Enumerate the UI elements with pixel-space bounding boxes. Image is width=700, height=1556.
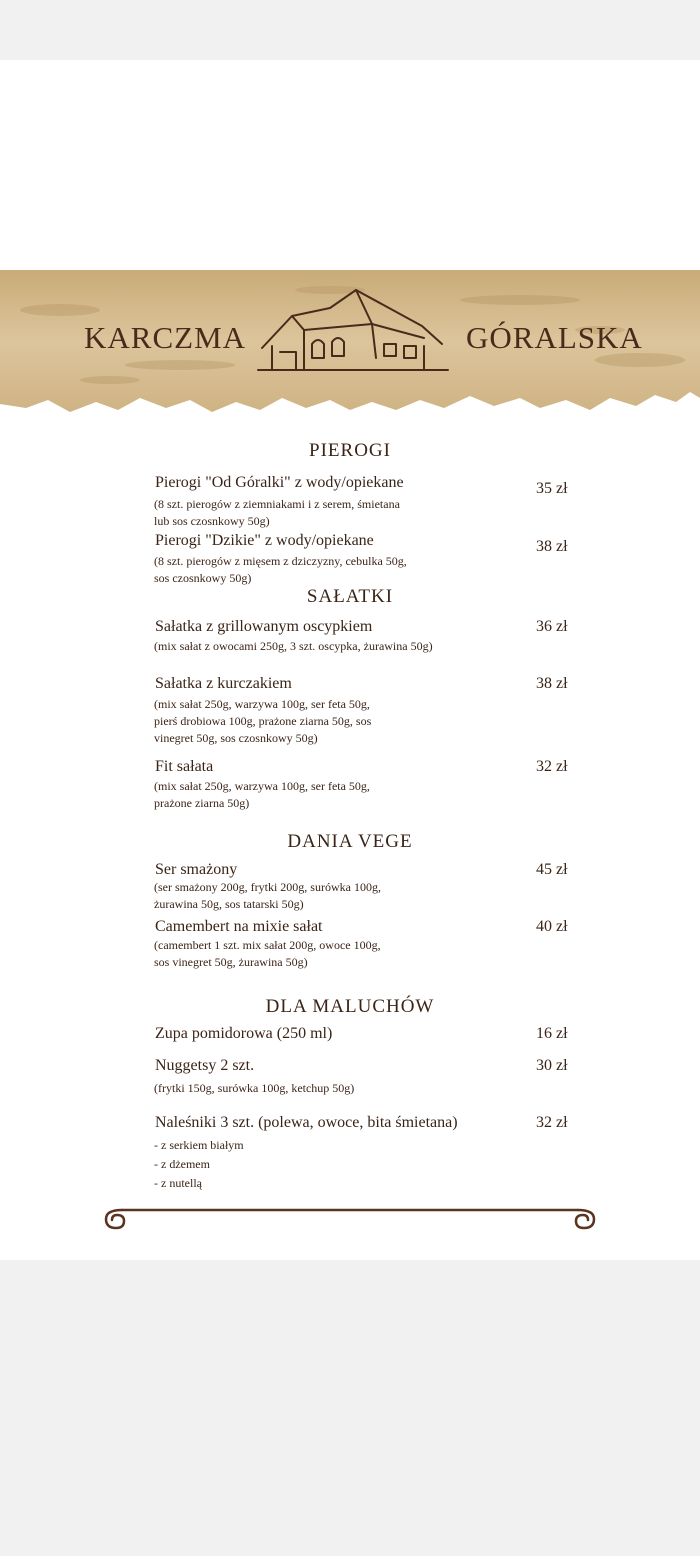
menu-page <box>0 60 700 1260</box>
menu-item-name: Naleśniki 3 szt. (polewa, owoce, bita śmietana) <box>155 1114 458 1131</box>
section-title-pierogi: PIEROGI <box>309 440 391 461</box>
menu-item-price: 40 zł <box>536 918 568 935</box>
menu-item-description: (mix sałat 250g, warzywa 100g, ser feta 50g, prażone ziarna 50g) <box>154 779 370 810</box>
menu-item-description: (8 szt. pierogów z mięsem z dziczyzny, cebulka 50g, sos czosnkowy 50g) <box>154 554 407 585</box>
menu-item-name: Pierogi "Dzikie" z wody/opiekane <box>155 532 374 549</box>
menu-item-description: (mix sałat z owocami 250g, 3 szt. oscypka, żurawina 50g) <box>154 639 433 653</box>
menu-item-name: Ser smażony <box>155 861 238 878</box>
section-title-dania-vege: DANIA VEGE <box>287 831 413 852</box>
menu-item-price: 32 zł <box>536 1114 568 1131</box>
menu-item-description: (camembert 1 szt. mix sałat 200g, owoce 100g, sos vinegret 50g, żurawina 50g) <box>154 938 381 969</box>
menu-item-name: Camembert na mixie sałat <box>155 918 323 935</box>
scroll-divider-icon <box>100 1202 600 1232</box>
menu-item-name: Pierogi "Od Góralki" z wody/opiekane <box>155 474 404 491</box>
menu-item-price: 45 zł <box>536 861 568 878</box>
menu-item-price: 16 zł <box>536 1025 568 1042</box>
menu-item-description: (ser smażony 200g, frytki 200g, surówka 100g, żurawina 50g, sos tatarski 50g) <box>154 880 381 911</box>
menu-item-name: Sałatka z kurczakiem <box>155 675 292 692</box>
menu-item-price: 38 zł <box>536 538 568 555</box>
menu-item-description: (mix sałat 250g, warzywa 100g, ser feta 50g, pierś drobiowa 100g, prażone ziarna 50g, sos vinegret 50g, sos czosnkowy 50g) <box>154 697 372 745</box>
menu-item-price: 30 zł <box>536 1057 568 1074</box>
menu-item-name: Nuggetsy 2 szt. <box>155 1057 255 1074</box>
brand-name-left: KARCZMA <box>84 320 247 355</box>
section-title-dla-maluchow: DLA MALUCHÓW <box>265 996 435 1017</box>
menu-item-name: Sałatka z grillowanym oscypkiem <box>155 618 373 635</box>
cottage-logo-icon <box>252 286 452 376</box>
menu-item-price: 35 zł <box>536 480 568 497</box>
menu-item-name: Zupa pomidorowa (250 ml) <box>155 1025 333 1042</box>
menu-item-name: Fit sałata <box>155 758 214 775</box>
menu-item-price: 36 zł <box>536 618 568 635</box>
menu-item-description: (frytki 150g, surówka 100g, ketchup 50g) <box>154 1081 355 1095</box>
menu-item-description: (8 szt. pierogów z ziemniakami i z serem, śmietana lub sos czosnkowy 50g) <box>154 497 400 528</box>
menu-item-description: - z serkiem białym - z dżemem - z nutellą <box>154 1138 244 1190</box>
brand-name-right: GÓRALSKA <box>466 320 643 355</box>
menu-item-price: 38 zł <box>536 675 568 692</box>
menu-item-price: 32 zł <box>536 758 568 775</box>
section-title-salatki: SAŁATKI <box>306 586 394 607</box>
